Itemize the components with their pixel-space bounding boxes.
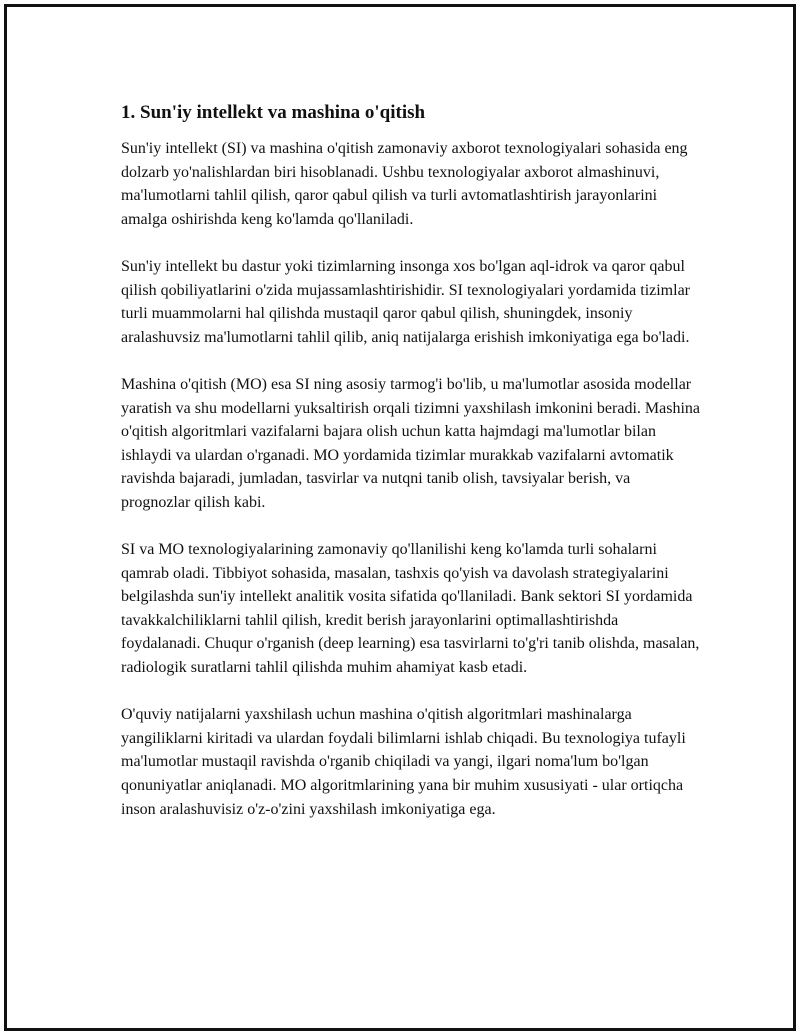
- paragraph-1: Sun'iy intellekt (SI) va mashina o'qitish zamonaviy axborot texnologiyalari sohasida eng dolzarb yo'nalishlardan biri hisoblanadi. Ushbu texnologiyalar axborot almashinuvi, ma'lumotlarni tahlil qilish, qaror qabul qilish va turli avtomatlashtirish jarayonlarini amalga oshirishda keng ko'lamda qo'llaniladi.: [121, 140, 688, 228]
- document-body: [121, 99, 701, 845]
- paragraph-5: O'quviy natijalarni yaxshilash uchun mashina o'qitish algoritmlari mashinalarga yangiliklarni kiritadi va ulardan foydali bilimlarni ishlab chiqadi. Bu texnologiya tufayli ma'lumotlar mustaqil ravishda o'rganib chiqiladi va yangi, ilgari noma'lum bo'lgan qonuniyatlar aniqlanadi. MO algoritmlarining yana bir muhim xususiyati - ular ortiqcha inson aralashuvisiz o'z-o'zini yaxshilash imkoniyatiga ega.: [121, 706, 686, 818]
- paragraph-3: Mashina o'qitish (MO) esa SI ning asosiy tarmog'i bo'lib, u ma'lumotlar asosida modellar yaratish va shu modellarni yuksaltirish orqali tizimni yaxshilash imkonini beradi. Mashina o'qitish algoritmlari vazifalarni bajara olish uchun katta hajmdagi ma'lumotlar bilan ishlaydi va ulardan o'rganadi. MO yordamida tizimlar murakkab vazifalarni avtomatik ravishda bajaradi, jumladan, tasvirlar va nutqni tanib olish, tavsiyalar berish, va prognozlar qilish kabi.: [121, 375, 701, 511]
- page-frame: [4, 4, 796, 1031]
- paragraph-2: Sun'iy intellekt bu dastur yoki tizimlarning insonga xos bo'lgan aql-idrok va qaror qabul qilish qobiliyatlarini o'zida mujassamlashtirishidir. SI texnologiyalari yordamida tizimlar turli muammolarni hal qilishda mustaqil qaror qabul qilish, shuningdek, insoniy aralashuvsiz ma'lumotlarni tahlil qilib, aniq natijalarga erishish imkoniyatiga ega bo'ladi.: [121, 257, 690, 346]
- section-heading: 1. Sun'iy intellekt va mashina o'qitish: [121, 102, 426, 123]
- paragraph-4: SI va MO texnologiyalarining zamonaviy qo'llanilishi keng ko'lamda turli sohalarni qamrab oladi. Tibbiyot sohasida, masalan, tashxis qo'yish va davolash strategiyalarini belgilashda sun'iy intellekt analitik vosita sifatida qo'llaniladi. Bank sektori SI yordamida tavakkalchiliklarni tahlil qilish, kredit berish jarayonlarini optimallashtirishda foydalanadi. Chuqur o'rganish (deep learning) esa tasvirlarni to'g'ri tanib olishda, masalan, radiologik suratlarni tahlil qilishda muhim ahamiyat kasb etadi.: [121, 541, 700, 677]
